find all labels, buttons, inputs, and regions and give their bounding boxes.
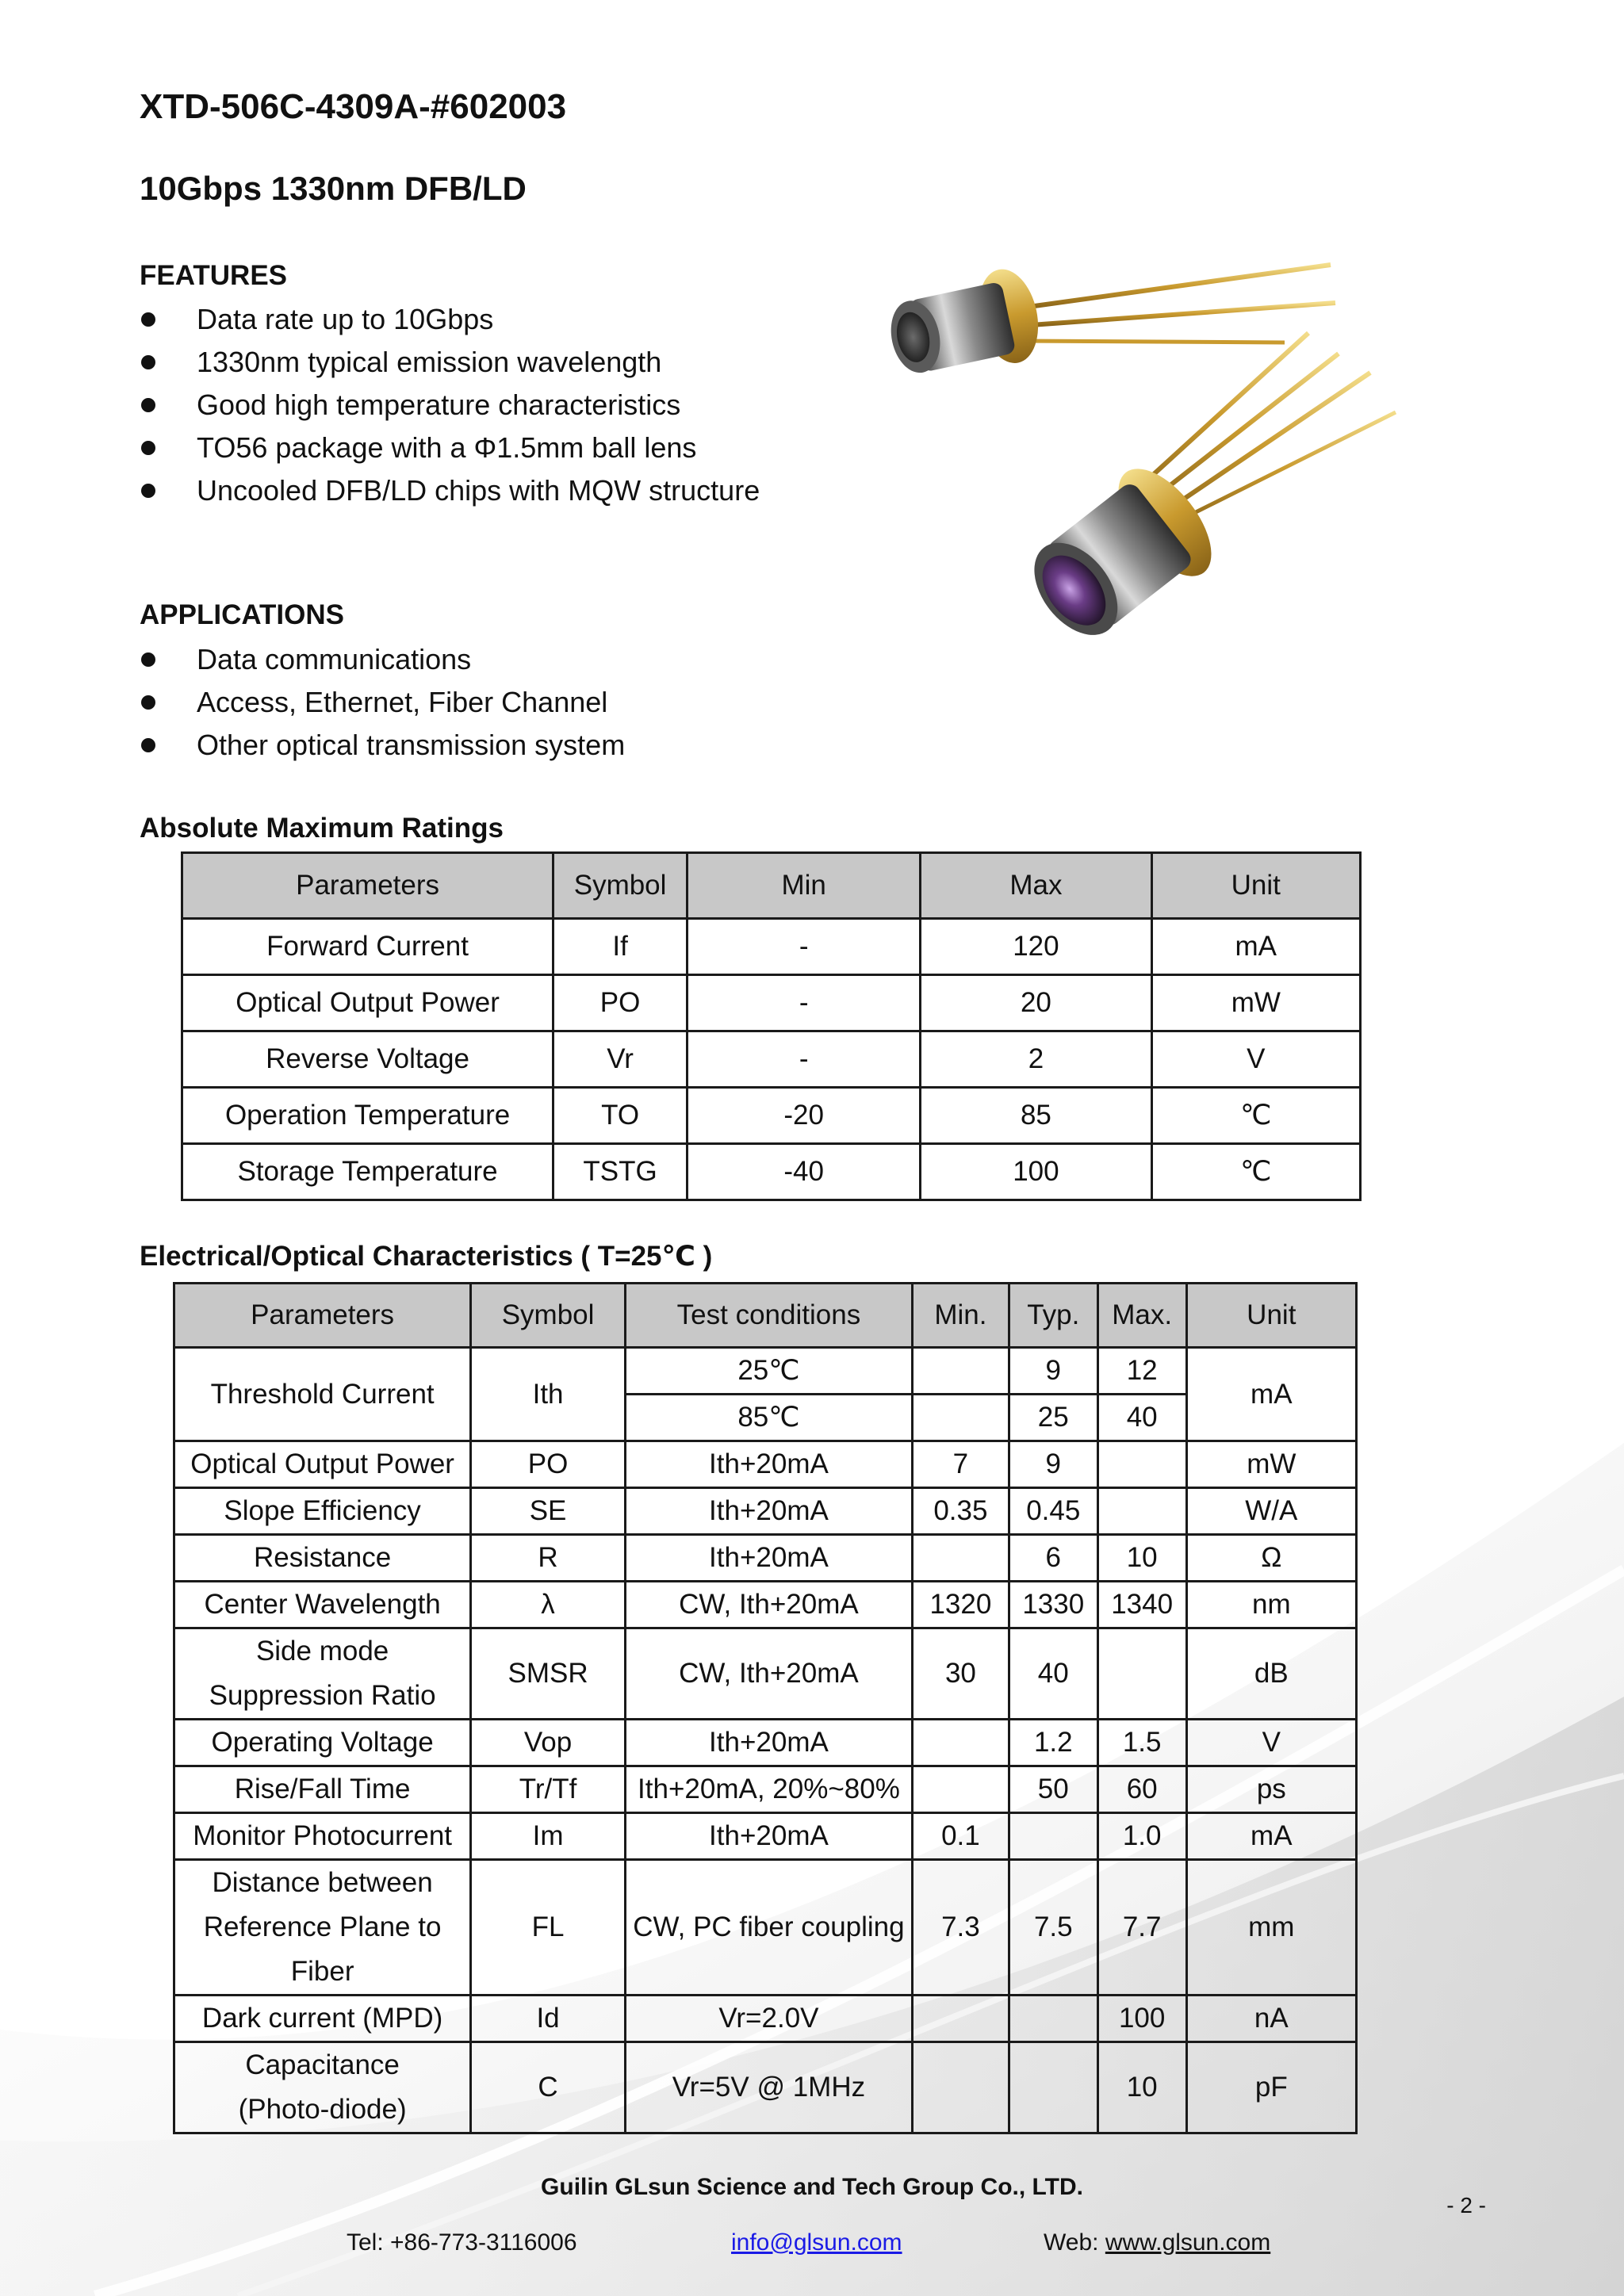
table-cell: Id: [471, 1996, 626, 2042]
feature-text: Good high temperature characteristics: [197, 388, 681, 421]
table-cell: 120: [921, 919, 1151, 975]
table-cell: mA: [1186, 1813, 1356, 1860]
table-cell: Optical Output Power: [182, 975, 553, 1031]
table-cell: 25: [1009, 1395, 1097, 1441]
footer-web: [1044, 2229, 1270, 2256]
application-text: Access, Ethernet, Fiber Channel: [197, 686, 608, 718]
footer-email-link[interactable]: info@glsun.com: [731, 2229, 902, 2256]
table-cell: [912, 1720, 1009, 1766]
list-item: [140, 384, 760, 427]
table-cell: R: [471, 1535, 626, 1582]
table-row: [174, 1628, 1357, 1720]
column-header: Max: [921, 853, 1151, 919]
table-cell: 10: [1097, 1535, 1186, 1582]
table-cell: Ith+20mA: [625, 1720, 912, 1766]
applications-heading: APPLICATIONS: [140, 599, 344, 630]
table-cell: ℃: [1151, 1144, 1360, 1200]
product-photo: [841, 246, 1411, 706]
table-cell: Resistance: [174, 1535, 471, 1582]
table-cell: [912, 1766, 1009, 1813]
table-cell: λ: [471, 1582, 626, 1628]
table-cell: nA: [1186, 1996, 1356, 2042]
table-row: [182, 1031, 1361, 1088]
application-text: Data communications: [197, 643, 472, 675]
table-cell: Vr=5V @ 1MHz: [625, 2042, 912, 2133]
bullet-icon: [141, 738, 155, 752]
table-cell: 7: [912, 1441, 1009, 1488]
table-cell: 20: [921, 975, 1151, 1031]
list-item: [140, 681, 625, 724]
param-line: Reference Plane to: [203, 1911, 442, 1942]
table-cell: 100: [1097, 1996, 1186, 2042]
column-header: Symbol: [553, 853, 688, 919]
application-text: Other optical transmission system: [197, 729, 626, 761]
table-row: [174, 1720, 1357, 1766]
bullet-icon: [141, 484, 155, 498]
table-cell: Dark current (MPD): [174, 1996, 471, 2042]
applications-list: [140, 638, 625, 767]
table-cell: Operating Voltage: [174, 1720, 471, 1766]
table-cell: 12: [1097, 1348, 1186, 1395]
table-row: [174, 1813, 1357, 1860]
table-row: [174, 1488, 1357, 1535]
features-list: [140, 298, 760, 512]
table-cell: Vop: [471, 1720, 626, 1766]
table-cell: -: [688, 1031, 921, 1088]
table-cell: [1009, 2042, 1097, 2133]
list-item: [140, 638, 625, 681]
bullet-icon: [141, 398, 155, 412]
table-cell: [1009, 1996, 1097, 2042]
table-cell: 7.5: [1009, 1860, 1097, 1996]
table-row: [182, 919, 1361, 975]
table-cell: ℃: [1151, 1088, 1360, 1144]
column-header: Unit: [1186, 1284, 1356, 1348]
table-cell: [174, 1860, 471, 1996]
table-cell: Vr: [553, 1031, 688, 1088]
table-cell: 1340: [1097, 1582, 1186, 1628]
param-line: Side mode: [255, 1636, 389, 1667]
column-header: Typ.: [1009, 1284, 1097, 1348]
table-cell: 40: [1097, 1395, 1186, 1441]
table-cell: 7.3: [912, 1860, 1009, 1996]
column-header: Min.: [912, 1284, 1009, 1348]
table-cell: [912, 1535, 1009, 1582]
table-row: [182, 975, 1361, 1031]
table-cell: Vr=2.0V: [625, 1996, 912, 2042]
table-cell: mA: [1151, 919, 1360, 975]
table-cell: PO: [471, 1441, 626, 1488]
table-cell: [912, 2042, 1009, 2133]
table-cell: mA: [1186, 1348, 1356, 1441]
table-cell: Ith: [471, 1348, 626, 1441]
table-cell: Ω: [1186, 1535, 1356, 1582]
table-cell: ps: [1186, 1766, 1356, 1813]
table-row: [174, 1348, 1357, 1395]
abs-max-table: [181, 851, 1362, 1201]
table-cell: [1097, 1441, 1186, 1488]
table-cell: 0.35: [912, 1488, 1009, 1535]
table-cell: 1.2: [1009, 1720, 1097, 1766]
features-heading: FEATURES: [140, 260, 288, 291]
table-cell: CW, Ith+20mA: [625, 1582, 912, 1628]
table-row: [174, 1441, 1357, 1488]
table-cell: mm: [1186, 1860, 1356, 1996]
table-row: [174, 1582, 1357, 1628]
table-cell: Storage Temperature: [182, 1144, 553, 1200]
table-cell: 6: [1009, 1535, 1097, 1582]
table-cell: V: [1151, 1031, 1360, 1088]
table-cell: 25℃: [625, 1348, 912, 1395]
table-cell: Ith+20mA: [625, 1535, 912, 1582]
web-link[interactable]: www.glsun.com: [1105, 2229, 1271, 2256]
list-item: [140, 427, 760, 469]
eo-characteristics-heading: Electrical/Optical Characteristics ( T=25℃ ): [140, 1241, 713, 1272]
footer-phone: Tel: +86-773-3116006: [347, 2229, 577, 2256]
feature-text: Uncooled DFB/LD chips with MQW structure: [197, 474, 760, 507]
table-cell: 1.5: [1097, 1720, 1186, 1766]
table-cell: 1320: [912, 1582, 1009, 1628]
table-cell: [1097, 1628, 1186, 1720]
footer-company: Guilin GLsun Science and Tech Group Co., LTD.: [541, 2174, 1083, 2200]
table-cell: 85℃: [625, 1395, 912, 1441]
table-cell: 10: [1097, 2042, 1186, 2133]
table-cell: 85: [921, 1088, 1151, 1144]
table-header-row: [182, 853, 1361, 919]
column-header: Symbol: [471, 1284, 626, 1348]
table-cell: 60: [1097, 1766, 1186, 1813]
table-cell: 9: [1009, 1348, 1097, 1395]
table-cell: 0.1: [912, 1813, 1009, 1860]
table-cell: Center Wavelength: [174, 1582, 471, 1628]
table-cell: [1097, 1488, 1186, 1535]
abs-max-heading: Absolute Maximum Ratings: [140, 813, 504, 844]
column-header: Max.: [1097, 1284, 1186, 1348]
bullet-icon: [141, 312, 155, 327]
table-cell: Threshold Current: [174, 1348, 471, 1441]
param-line: Fiber: [290, 1956, 354, 1987]
table-cell: Tr/Tf: [471, 1766, 626, 1813]
table-row: [182, 1144, 1361, 1200]
table-cell: V: [1186, 1720, 1356, 1766]
table-cell: SE: [471, 1488, 626, 1535]
table-header-row: [174, 1284, 1357, 1348]
table-cell: dB: [1186, 1628, 1356, 1720]
table-cell: nm: [1186, 1582, 1356, 1628]
table-cell: Reverse Voltage: [182, 1031, 553, 1088]
column-header: Parameters: [174, 1284, 471, 1348]
table-cell: CW, PC fiber coupling: [625, 1860, 912, 1996]
param-line: Suppression Ratio: [209, 1680, 436, 1711]
column-header: Parameters: [182, 853, 553, 919]
table-cell: 1330: [1009, 1582, 1097, 1628]
table-cell: 40: [1009, 1628, 1097, 1720]
table-row: [182, 1088, 1361, 1144]
table-cell: Ith+20mA: [625, 1813, 912, 1860]
table-cell: Operation Temperature: [182, 1088, 553, 1144]
table-cell: C: [471, 2042, 626, 2133]
bullet-icon: [141, 652, 155, 667]
param-line: Capacitance: [245, 2049, 400, 2080]
column-header: Unit: [1151, 853, 1360, 919]
table-cell: 7.7: [1097, 1860, 1186, 1996]
feature-text: TO56 package with a Φ1.5mm ball lens: [197, 431, 697, 464]
table-cell: Forward Current: [182, 919, 553, 975]
bullet-icon: [141, 355, 155, 369]
table-cell: [912, 1395, 1009, 1441]
table-cell: [912, 1996, 1009, 2042]
table-cell: 1.0: [1097, 1813, 1186, 1860]
table-cell: 9: [1009, 1441, 1097, 1488]
list-item: [140, 298, 760, 341]
table-cell: -: [688, 975, 921, 1031]
table-cell: TSTG: [553, 1144, 688, 1200]
table-cell: 100: [921, 1144, 1151, 1200]
table-cell: Im: [471, 1813, 626, 1860]
table-cell: [174, 1628, 471, 1720]
table-cell: -: [688, 919, 921, 975]
table-cell: Rise/Fall Time: [174, 1766, 471, 1813]
table-cell: 30: [912, 1628, 1009, 1720]
list-item: [140, 341, 760, 384]
table-cell: Ith+20mA: [625, 1441, 912, 1488]
table-cell: [912, 1348, 1009, 1395]
table-cell: FL: [471, 1860, 626, 1996]
table-cell: [174, 2042, 471, 2133]
column-header: Test conditions: [625, 1284, 912, 1348]
table-cell: Ith+20mA: [625, 1488, 912, 1535]
web-label: Web:: [1044, 2229, 1099, 2256]
feature-text: 1330nm typical emission wavelength: [197, 346, 662, 378]
param-line: (Photo-diode): [238, 2094, 407, 2125]
page-number: - 2 -: [1446, 2193, 1486, 2218]
product-subtitle: 10Gbps 1330nm DFB/LD: [140, 170, 527, 207]
upper-pins: [1023, 265, 1335, 342]
list-item: [140, 724, 625, 767]
table-cell: Optical Output Power: [174, 1441, 471, 1488]
table-row: [174, 1535, 1357, 1582]
bullet-icon: [141, 441, 155, 455]
table-cell: SMSR: [471, 1628, 626, 1720]
table-cell: If: [553, 919, 688, 975]
part-number-title: XTD-506C-4309A-#602003: [140, 87, 567, 126]
table-cell: [1009, 1813, 1097, 1860]
table-cell: 0.45: [1009, 1488, 1097, 1535]
table-row: [174, 2042, 1357, 2133]
table-cell: mW: [1186, 1441, 1356, 1488]
table-cell: 2: [921, 1031, 1151, 1088]
table-cell: Monitor Photocurrent: [174, 1813, 471, 1860]
table-cell: TO: [553, 1088, 688, 1144]
eo-characteristics-table: [173, 1282, 1358, 2134]
param-line: Distance between: [212, 1867, 433, 1898]
feature-text: Data rate up to 10Gbps: [197, 303, 494, 335]
table-row: [174, 1766, 1357, 1813]
table-row: [174, 1996, 1357, 2042]
table-row: [174, 1860, 1357, 1996]
table-cell: PO: [553, 975, 688, 1031]
table-cell: Slope Efficiency: [174, 1488, 471, 1535]
table-cell: 50: [1009, 1766, 1097, 1813]
table-cell: -20: [688, 1088, 921, 1144]
table-cell: W/A: [1186, 1488, 1356, 1535]
table-cell: mW: [1151, 975, 1360, 1031]
list-item: [140, 469, 760, 512]
bullet-icon: [141, 695, 155, 710]
column-header: Min: [688, 853, 921, 919]
table-cell: pF: [1186, 2042, 1356, 2133]
table-cell: CW, Ith+20mA: [625, 1628, 912, 1720]
table-cell: -40: [688, 1144, 921, 1200]
table-cell: Ith+20mA, 20%~80%: [625, 1766, 912, 1813]
